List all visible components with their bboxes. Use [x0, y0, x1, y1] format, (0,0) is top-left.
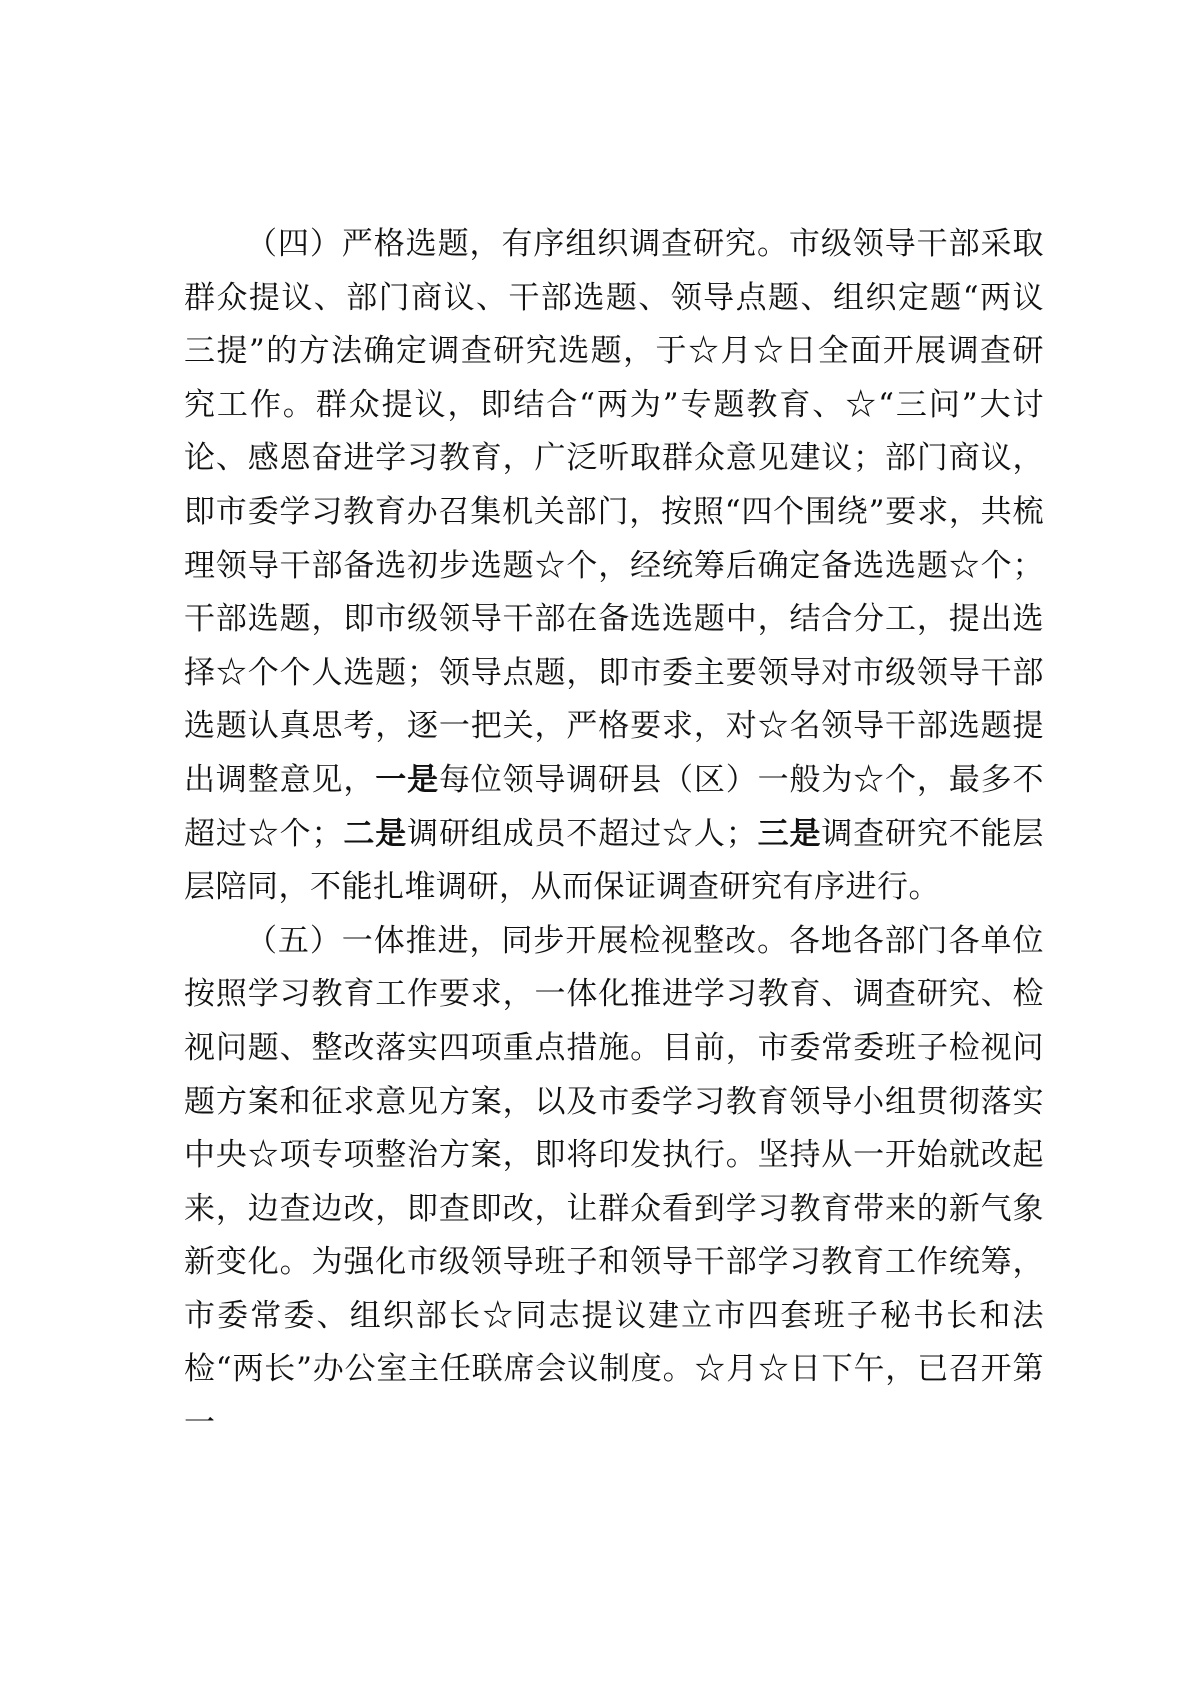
document-body — [184, 218, 1044, 1451]
point-two-marker: 二是 — [342, 815, 408, 852]
point-three-text: 调查研究不能层层陪同，不能扎堆调研，从而保证调查研究有序进行。 — [184, 815, 1045, 906]
paragraph-four — [184, 218, 1044, 915]
paragraph-five — [184, 915, 1044, 1451]
point-three-marker: 三是 — [757, 815, 822, 852]
point-one-marker: 一是 — [375, 761, 439, 798]
paragraph-five-text: （五）一体推进，同步开展检视整改。各地各部门各单位按照学习教育工作要求，一体化推进学习教育、调查研究、检视问题、整改落实四项重点措施。目前，市委常委班子检视问题方案和征求意见方案，以及市委学习教育领导小组贯彻落实中央☆项专项整治方案，即将印发执行。坚持从一开始就改起来，边查边改，即查即改，让群众看到学习教育带来的新气象新变化。为强化市级领导班子和领导干部学习教育工作统筹，市委常委、组织部长☆同志提议建立市四套班子秘书长和法检“两长”办公室主任联席会议制度。☆月☆日下午，已召开第一 — [184, 922, 1044, 1442]
point-one-text: 每位领导调研县（区）一般为☆个，最多不超过☆个； — [184, 761, 1045, 852]
point-two-text: 调研组成员不超过☆人； — [407, 815, 758, 852]
paragraph-four-text: （四）严格选题，有序组织调查研究。市级领导干部采取群众提议、部门商议、干部选题、领导点题、组织定题“两议三提”的方法确定调查研究选题，于☆月☆日全面开展调查研究工作。群众提议，即结合“两为”专题教育、☆“三问”大讨论、感恩奋进学习教育，广泛听取群众意见建议；部门商议，即市委学习教育办召集机关部门，按照“四个围绕”要求，共梳理领导干部备选初步选题☆个，经统筹后确定备选选题☆个；干部选题，即市级领导干部在备选选题中，结合分工，提出选择☆个个人选题；领导点题，即市委主要领导对市级领导干部选题认真思考，逐一把关，严格要求，对☆名领导干部选题提出调整意见， — [184, 226, 1044, 798]
